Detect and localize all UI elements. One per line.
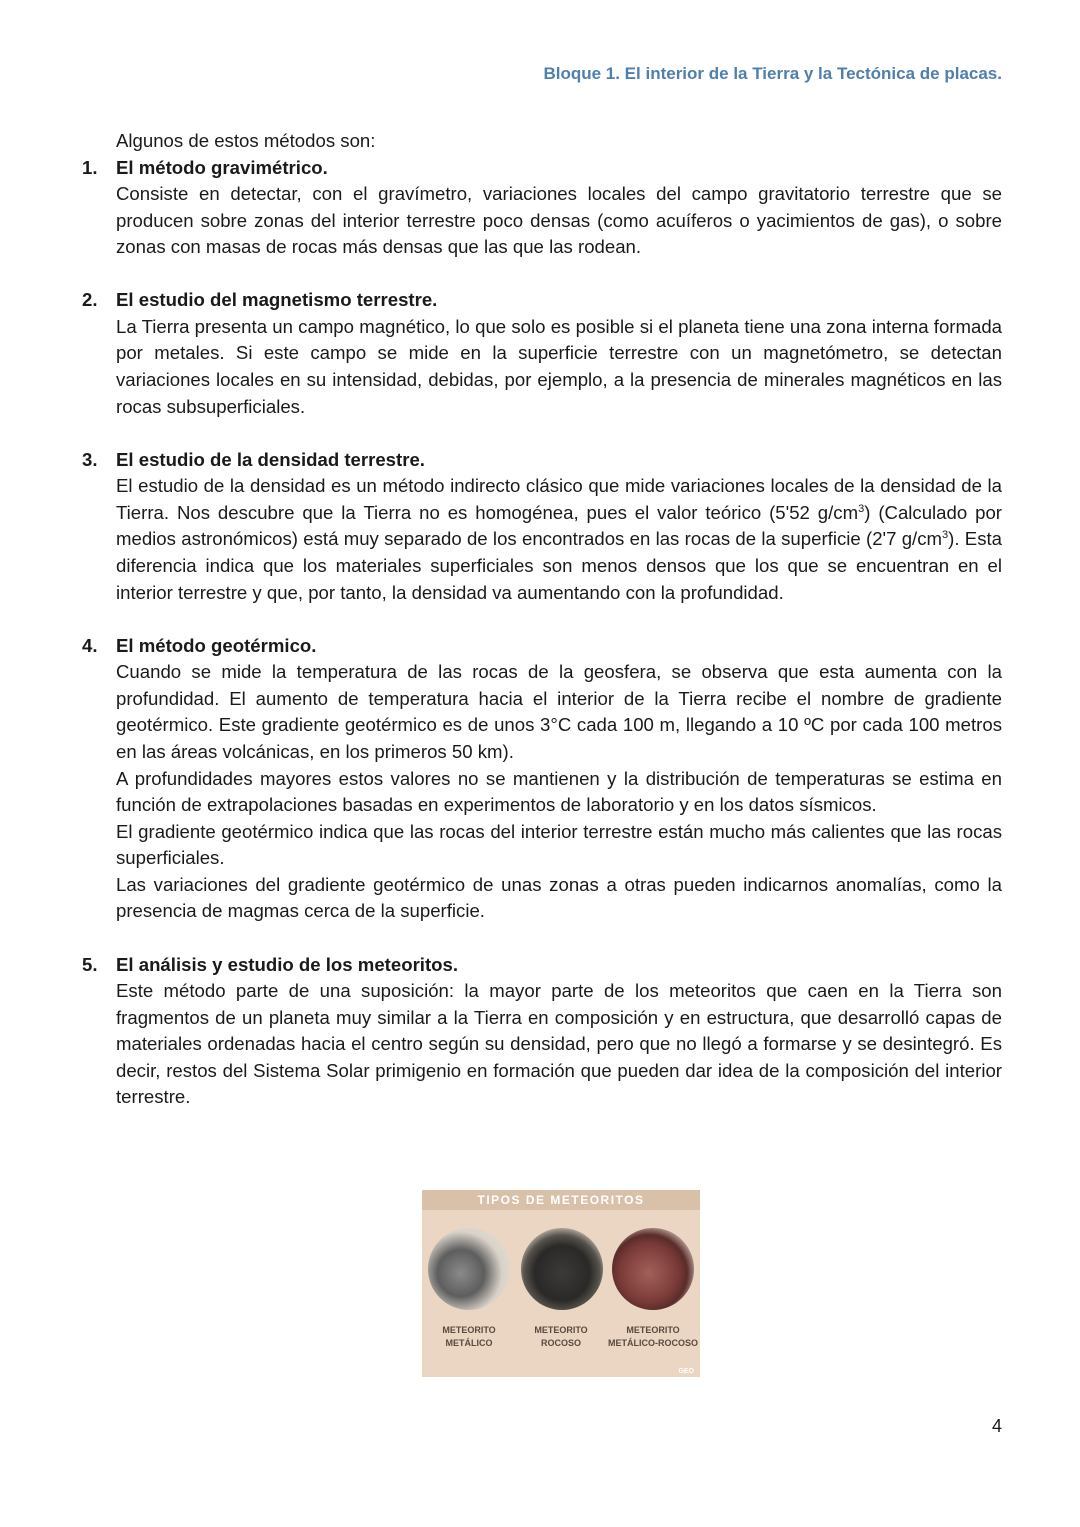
section-magnetism	[82, 287, 1002, 420]
metallic-meteorite-image	[428, 1228, 510, 1310]
metallic-meteorite-label: METEORITO METÁLICO	[442, 1325, 496, 1348]
page-number: 4	[991, 1416, 1002, 1436]
section-number: 1.	[82, 156, 98, 178]
page-header-title: Bloque 1. El interior de la Tierra y la Tectónica de placas.	[543, 64, 1002, 83]
section-paragraph: El estudio de la densidad es un método indirecto clásico que mide variaciones locales de la densidad de la Tierra. Nos descubre que la Tierra no es homogénea, pues el valor teórico (5'52 $g/cm^3$) (Calculado por medios astronómicos) está muy separado de los encontrados en las rocas de la superficie (2'7 $g/cm^3$). Esta diferencia indica que los materiales superficiales son menos densos que los que se encuentran en el interior terrestre y que, por tanto, la densidad va aumentando con la profundidad.	[116, 475, 1002, 603]
section-title: El método gravimétrico.	[116, 156, 328, 178]
section-paragraph: Consiste en detectar, con el gravímetro, variaciones locales del campo gravitatorio terrestre que se producen sobre zonas del interior terrestre poco densas (como acuíferos o yacimientos de gas), o sobre zonas con masas de rocas más densas que las que las rodean.	[116, 183, 1002, 258]
metallic-rocky-meteorite-image	[612, 1228, 694, 1310]
section-paragraph: Este método parte de una suposición: la mayor parte de los meteoritos que caen en la Tierra son fragmentos de un planeta muy similar a la Tierra en composición y en estructura, que desarrolló capas de materiales ordenadas hacia el centro según su densidad, pero que no llegó a formarse y se desintegró. Es decir, restos del Sistema Solar primigenio en formación que pueden dar idea de la composición del interior terrestre.	[116, 980, 1002, 1108]
rocky-meteorite-image	[521, 1228, 603, 1310]
figure-logo: GEO	[678, 1368, 694, 1375]
rocky-meteorite-label: METEORITO ROCOSO	[534, 1325, 588, 1348]
section-paragraph: Las variaciones del gradiente geotérmico de unas zonas a otras pueden indicarnos anomalías, como la presencia de magmas cerca de la superficie.	[116, 873, 1002, 922]
section-paragraph: El gradiente geotérmico indica que las rocas del interior terrestre están mucho más calientes que las rocas superficiales.	[116, 820, 1002, 869]
section-paragraph: La Tierra presenta un campo magnético, lo que solo es posible si el planeta tiene una zona interna formada por metales. Si este campo se mide en la superficie terrestre con un magnetómetro, se detectan variaciones locales en su intensidad, debidas, por ejemplo, a la presencia de minerales magnéticos en las rocas subsuperficiales.	[116, 315, 1002, 417]
section-number: 2.	[82, 289, 98, 311]
section-meteorites	[82, 952, 1002, 1111]
section-paragraph: A profundidades mayores estos valores no se mantienen y la distribución de temperaturas se estima en función de extrapolaciones basadas en experimentos de laboratorio y en los datos sísmicos.	[116, 767, 1002, 816]
section-density	[82, 447, 1002, 606]
section-number: 5.	[82, 953, 98, 975]
section-title: El análisis y estudio de los meteoritos.	[116, 953, 459, 975]
document-body	[82, 128, 1002, 1111]
section-paragraph: Cuando se mide la temperatura de las rocas de la geosfera, se observa que esta aumenta con la profundidad. El aumento de temperatura hacia el interior de la Tierra recibe el nombre de gradiente geotérmico. Este gradiente geotérmico es de unos 3°C cada 100 m, llegando a 10 ºC por cada 100 metros en las áreas volcánicas, en los primeros 50 km).	[116, 661, 1002, 762]
section-geothermal	[82, 633, 1002, 925]
section-number: 4.	[82, 634, 98, 656]
figure-title: TIPOS DE METEORITOS	[422, 1190, 700, 1210]
metallic-rocky-meteorite-label: METEORITO METÁLICO-ROCOSO	[608, 1325, 698, 1348]
meteorite-types-figure	[422, 1190, 700, 1377]
section-gravimetric	[82, 155, 1002, 261]
intro-text: Algunos de estos métodos son:	[116, 130, 376, 151]
section-title: El estudio del magnetismo terrestre.	[116, 289, 438, 311]
section-number: 3.	[82, 448, 98, 470]
section-title: El método geotérmico.	[116, 634, 317, 656]
section-title: El estudio de la densidad terrestre.	[116, 448, 425, 470]
